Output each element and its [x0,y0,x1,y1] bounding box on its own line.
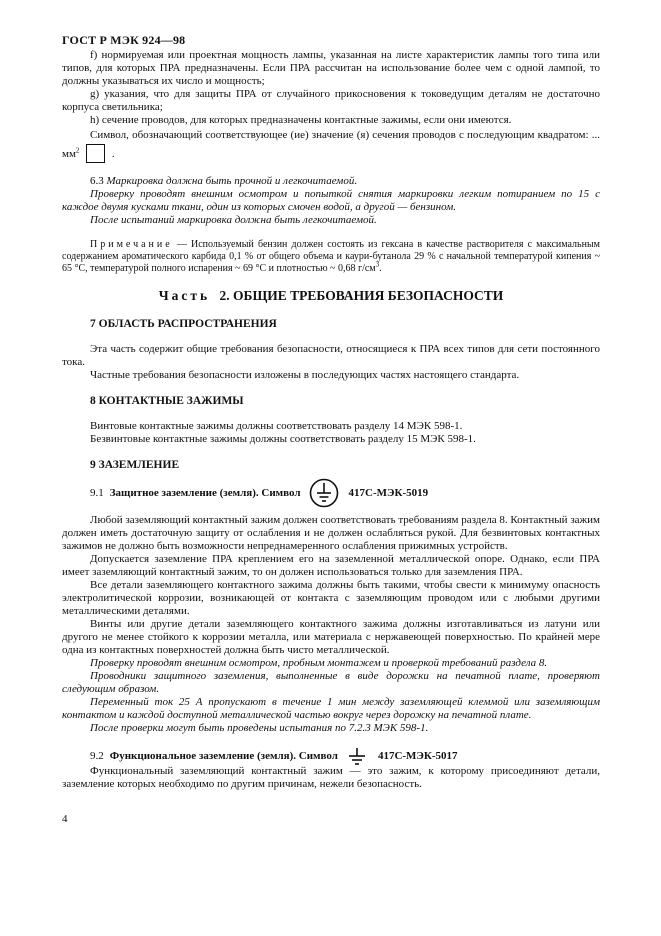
section-9-2-p1: Функциональный заземляющий контактный зажим — это зажим, к которому присоединяют детали, заземление которых необходимо по другим причинам, нежели безопасность. [62,765,600,790]
section-9-1-p2: Допускается заземление ПРА креплением его на заземленной металлической опоре. Однако, если ПРА имеет заземляющий контактный зажим, то он должен использоваться только для заземления ПРА. [62,553,600,578]
note-sup: 3 [375,260,380,269]
symbol-paragraph-text: Символ, обозначающий соответствующее (ие) значение (я) сечения проводов с последующим квадратом: ... мм [62,129,600,160]
section-7-title: 7 ОБЛАСТЬ РАСПРОСТРАНЕНИЯ [90,318,277,330]
section-7-p1: Эта часть содержит общие требования безопасности, относящиеся к ПРА всех типов для сети постоянного тока. [62,343,600,368]
section-9-2-number: 9.2 [90,749,104,762]
section-8-p1: Винтовые контактные зажимы должны соответствовать разделу 14 МЭК 598-1. [90,420,463,432]
section-9-1-p1: Любой заземляющий контактный зажим должен соответствовать требованиям раздела 8. Контактный зажим должен иметь достаточную защиту от ослабления и не должен ослабляться рукой. Для безвинтовых контактных зажимов не должно быть возможности непреднамеренного ослабления прижимных устройств. [62,514,600,552]
section-9-2-title: Функциональное заземление (земля). Символ [109,749,338,762]
item-g: g) указания, что для защиты ПРА от случайного прикосновения к токоведущим деталям не достаточно корпуса светильника; [62,88,600,113]
section-7-p2: Частные требования безопасности изложены в последующих частях настоящего стандарта. [90,369,520,381]
note-text: — Используемый бензин должен состоять из гексана в качестве растворителя с максимальным содержанием ароматического карбида 0,1 % от общего объема и каури-бутанола 29 % с начальной температурой кипения ~ 65 °С, температурой полного испарения ~ 69 °С и плотностью ~ 0,68 г/см [62,239,600,274]
item-h: h) сечение проводов, для которых предназначены контактные зажимы, если они имеются. [90,114,512,126]
note [62,239,600,275]
section-8-title: 8 КОНТАКТНЫЕ ЗАЖИМЫ [90,395,244,407]
part-title-text: 2. ОБЩИЕ ТРЕБОВАНИЯ БЕЗОПАСНОСТИ [219,288,504,303]
symbol-paragraph [62,127,600,163]
section-9-1-code: 417С-МЭК-5019 [348,486,429,499]
part-label: Часть [158,288,211,303]
section-9-1-p4: Винты или другие детали заземляющего контактного зажима должны изготавливаться из латуни или другого не менее стойкого к коррозии металла, или материала с нержавеющей поверхностью. По крайней мере одна из контактных поверхностей должна быть чисто металлической. [62,618,600,656]
square-box-icon [86,144,105,163]
page-content [62,49,600,791]
section-9-1-heading [62,478,600,508]
section-9-1-check-3: Переменный ток 25 А пропускают в течение 1 мин между заземляющей клеммой или заземляющим контактом и каждой доступной металлической частью вокруг через дорожку на печатной плате. [62,696,600,721]
page-number: 4 [62,813,68,825]
protective-earth-icon [309,478,339,508]
section-9-1-p3: Все детали заземляющего контактного зажима должны быть такими, чтобы свести к минимуму опасность электролитической коррозии, возникающей от контакта с заземляющим проводом или с любыми другими металлическими деталями. [62,579,600,617]
page-header: ГОСТ Р МЭК 924—98 [62,33,186,47]
note-end: . [379,263,382,274]
section-9-1-check-2: Проводники защитного заземления, выполненные в виде дорожки на печатной плате, проверяют следующим образом. [62,670,600,695]
section-9-1-number: 9.1 [90,486,104,499]
section-9-2-heading [62,747,600,765]
section-6-3 [62,175,600,188]
section-6-3-number: 6.3 [90,175,104,187]
section-9-1-check-1: Проверку проводят внешним осмотром, пробным монтажем и проверкой требований раздела 8. [90,657,548,669]
section-8-p2: Безвинтовые контактные зажимы должны соответствовать разделу 15 МЭК 598-1. [90,433,476,445]
symbol-paragraph-sup: 2 [75,146,80,155]
symbol-paragraph-end: . [111,148,115,160]
section-6-3-check: Проверку проводят внешним осмотром и попыткой снятия маркировки легким потиранием по 15 с каждое двумя кусками ткани, один из которых смочен водой, а другой — бензином. [62,188,600,213]
section-9-title: 9 ЗАЗЕМЛЕНИЕ [90,459,180,471]
section-9-2-code: 417С-МЭК-5017 [377,749,458,762]
note-label: Примечание [90,239,173,250]
part-title [62,287,600,305]
functional-earth-icon [346,747,368,765]
section-9-1-check-4: После проверки могут быть проведены испытания по 7.2.3 МЭК 598-1. [90,722,429,734]
section-6-3-after: После испытаний маркировка должна быть легкочитаемой. [90,214,377,226]
item-f: f) нормируемая или проектная мощность лампы, указанная на листе характеристик лампы того типа или типов, для которых ПРА предназначены. Если ПРА рассчитан на использование более чем с одной лампой, то должны указываться их число и мощность; [62,49,600,87]
section-6-3-title: Маркировка должна быть прочной и легкочитаемой. [106,175,358,187]
section-9-1-title: Защитное заземление (земля). Символ [109,486,301,499]
